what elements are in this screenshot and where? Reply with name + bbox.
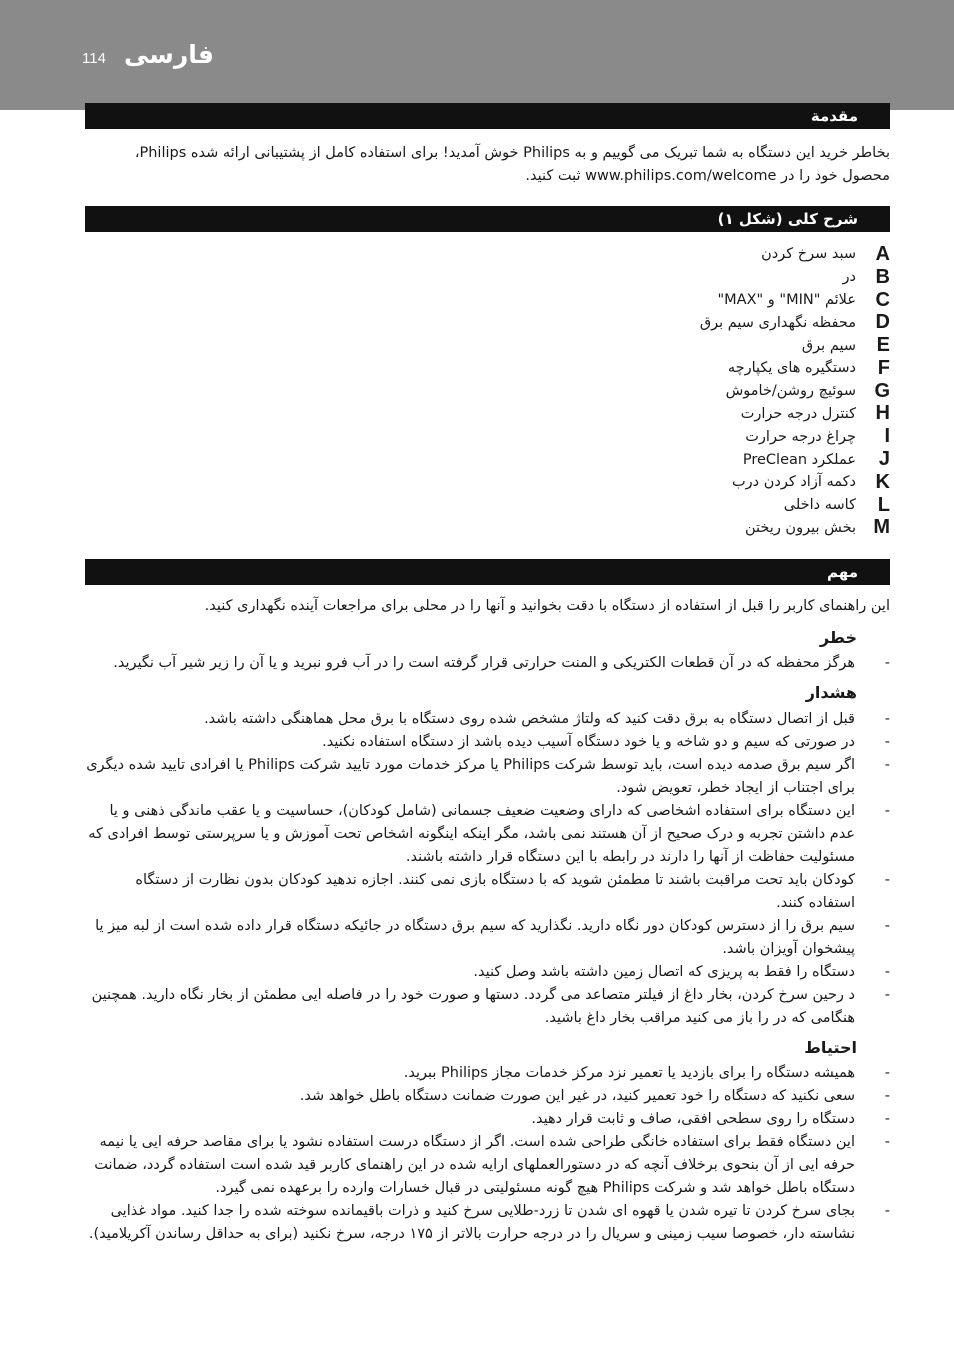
- bullet-text: کودکان باید تحت مراقبت باشند تا مطمئن شوید که با دستگاه بازی نمی کنند. اجازه ندهید کودکان بدون نظارت از دستگاه استفاده کنند.: [135, 872, 855, 911]
- bullet-text: دستگاه را فقط به پریزی که اتصال زمین داشته باشد وصل کنید.: [473, 964, 855, 980]
- bullet-text: سیم برق را از دسترس کودکان دور نگاه دارید. نگذارید که سیم برق دستگاه در جائیکه دستگاه قرار داده شده است از لبه میز یا پیشخوان آویزان باشد.: [95, 918, 855, 957]
- page-header: [0, 0, 954, 110]
- part-label: سیم برق: [801, 337, 856, 354]
- bullet-item: [85, 754, 890, 800]
- part-label: بخش بیرون ریختن: [745, 519, 856, 536]
- language-title: فارسی: [124, 40, 215, 69]
- part-label: کاسه داخلی: [783, 497, 856, 514]
- bullet-item: [85, 915, 890, 961]
- page-number: 114: [82, 50, 106, 67]
- part-letter: K: [875, 470, 890, 493]
- bullet-text: بجای سرخ کردن تا تیره شدن یا قهوه ای شدن تا زرد-طلایی سرخ کنید و ذرات باقیمانده سوخته شده را جدا کنید. مواد غذایی نشاسته دار، خصوصا سیب زمینی و سریال را در درجه حرارت بالاتر از ۱۷۵ درجه، سرخ نکنید (برای به حداقل رساندن آکریلامید).: [88, 1203, 855, 1242]
- bullet-item: [85, 1062, 890, 1085]
- part-item: [590, 425, 890, 448]
- bullet-item: [85, 869, 890, 915]
- part-label: عملکرد PreClean: [742, 451, 856, 468]
- bullet-dash: -: [884, 987, 890, 1003]
- part-letter: C: [875, 288, 890, 311]
- warning-heading: هشدار: [805, 683, 857, 702]
- bullet-dash: -: [884, 655, 890, 671]
- part-letter: A: [875, 242, 890, 265]
- bullet-dash: -: [884, 757, 890, 773]
- part-letter: D: [875, 311, 890, 334]
- part-label: کنترل درجه حرارت: [740, 405, 856, 422]
- part-letter: E: [876, 334, 890, 357]
- bullet-item: [85, 961, 890, 984]
- part-item: [590, 243, 890, 266]
- bullet-item: [85, 1085, 890, 1108]
- bullet-item: [85, 652, 890, 675]
- part-label: در: [842, 269, 856, 286]
- part-item: [590, 494, 890, 517]
- part-item: [590, 266, 890, 289]
- bullet-item: [85, 1108, 890, 1131]
- part-item: [590, 403, 890, 426]
- bullet-text: در صورتی که سیم و دو شاخه و یا خود دستگاه آسیب دیده باشد از دستگاه استفاده نکنید.: [322, 734, 855, 750]
- part-item: [590, 357, 890, 380]
- bullet-dash: -: [884, 1088, 890, 1104]
- bullet-dash: -: [884, 1134, 890, 1150]
- part-letter: L: [877, 493, 890, 516]
- important-section-header: مهم: [85, 559, 890, 585]
- part-letter: J: [878, 448, 890, 471]
- part-label: سبد سرخ کردن: [761, 246, 856, 263]
- part-letter: M: [873, 516, 890, 539]
- bullet-text: سعی نکنید که دستگاه را خود تعمیر کنید، در غیر این صورت ضمانت دستگاه باطل خواهد شد.: [299, 1088, 855, 1104]
- danger-list: [85, 652, 890, 675]
- danger-heading: خطر: [819, 628, 857, 647]
- part-letter: F: [877, 356, 890, 379]
- part-item: [590, 471, 890, 494]
- bullet-dash: -: [884, 918, 890, 934]
- part-item: [590, 448, 890, 471]
- bullet-dash: -: [884, 1065, 890, 1081]
- caution-heading: احتیاط: [804, 1038, 857, 1057]
- bullet-dash: -: [884, 1203, 890, 1219]
- bullet-dash: -: [884, 803, 890, 819]
- part-label: علائم "MIN" و "MAX": [717, 291, 856, 308]
- part-item: [590, 289, 890, 312]
- part-item: [590, 311, 890, 334]
- bullet-item: [85, 800, 890, 869]
- part-label: دستگیره های یکپارچه: [727, 360, 856, 377]
- bullet-text: همیشه دستگاه را برای بازدید یا تعمیر نزد مرکز خدمات مجاز Philips ببرید.: [403, 1065, 855, 1081]
- bullet-text: این دستگاه برای استفاده اشخاصی که دارای وضعیت ضعیف جسمانی (شامل کودکان)، حساسیت و یا عقب ماندگی ذهنی و یا عدم داشتن تجربه و درک صحیح از آن هستند نمی باشد، مگر اینکه اینگونه اشخاص تحت آموزش و یا سرپرستی توسط افرادی که مسئولیت حفاظت از آنها را دارند در رابطه با این دستگاه قرار داشته باشند.: [88, 803, 855, 865]
- bullet-text: هرگز محفظه که در آن قطعات الکتریکی و المنت حرارتی قرار گرفته است را در آب فرو نبرید و یا آن را زیر شیر آب نگیرید.: [113, 655, 855, 671]
- bullet-text: اگر سیم برق صدمه دیده است، باید توسط شرکت Philips یا مرکز خدمات مورد تایید شرکت Philips یا افرادی تایید شده دیگری برای اجتناب از ایجاد خطر، تعویض شود.: [86, 757, 855, 796]
- bullet-item: [85, 984, 890, 1030]
- bullet-dash: -: [884, 964, 890, 980]
- intro-section-header: مقدمة: [85, 103, 890, 129]
- caution-list: [85, 1062, 890, 1246]
- bullet-dash: -: [884, 1111, 890, 1127]
- parts-list: [590, 243, 890, 539]
- bullet-text: قبل از اتصال دستگاه به برق دقت کنید که ولتاژ مشخص شده روی دستگاه با برق محل هماهنگی داشته باشد.: [204, 711, 855, 727]
- part-label: دکمه آزاد کردن درب: [732, 474, 856, 491]
- part-letter: H: [875, 402, 890, 425]
- bullet-text: دستگاه را روی سطحی افقی، صاف و ثابت قرار دهید.: [531, 1111, 855, 1127]
- part-label: محفظه نگهداری سیم برق: [699, 314, 856, 331]
- bullet-text: این دستگاه فقط برای استفاده خانگی طراحی شده است. اگر از دستگاه درست استفاده نشود یا برای مقاصد حرفه ایی یا نیمه حرفه ایی از آن بنحوی برخلاف آنچه که در دستورالعملهای ارایه شده در این راهنمای کاربر قید شده است استفاده گردد، ضمانت دستگاه باطل خواهد شد و شرکت Philips هیچ گونه مسئولیتی در قبال خسارات وارده را برعهده نمی گیرد.: [94, 1134, 855, 1196]
- bullet-dash: -: [884, 872, 890, 888]
- bullet-text: د رحین سرخ کردن، بخار داغ از فیلتر متصاعد می گردد. دستها و صورت خود را در فاصله ایی مطمئن از بخار نگاه دارید. همچنین هنگامی که در را باز می کنید مراقب بخار داغ باشید.: [91, 987, 855, 1026]
- bullet-item: [85, 1131, 890, 1200]
- part-letter: I: [884, 425, 890, 448]
- bullet-item: [85, 731, 890, 754]
- important-intro: این راهنمای کاربر را قبل از استفاده از دستگاه با دقت بخوانید و آنها را در محلی برای مراجعات آینده نگهداری کنید.: [204, 598, 890, 614]
- part-item: [590, 380, 890, 403]
- bullet-item: [85, 708, 890, 731]
- part-item: [590, 517, 890, 540]
- warning-list: [85, 708, 890, 1030]
- bullet-dash: -: [884, 711, 890, 727]
- part-letter: G: [874, 379, 890, 402]
- part-letter: B: [875, 265, 890, 288]
- part-item: [590, 334, 890, 357]
- bullet-dash: -: [884, 734, 890, 750]
- part-label: چراغ درجه حرارت: [745, 428, 856, 445]
- bullet-item: [85, 1200, 890, 1246]
- overview-section-header: شرح کلی (شکل ۱): [85, 206, 890, 232]
- part-label: سوئیچ روشن/خاموش: [725, 383, 856, 400]
- intro-paragraph: بخاطر خرید این دستگاه به شما تبریک می گوییم و به Philips خوش آمدید! برای استفاده کامل از پشتیبانی ارائه شده Philips، محصول خود را در www.philips.com/welcome ثبت کنید.: [134, 145, 890, 184]
